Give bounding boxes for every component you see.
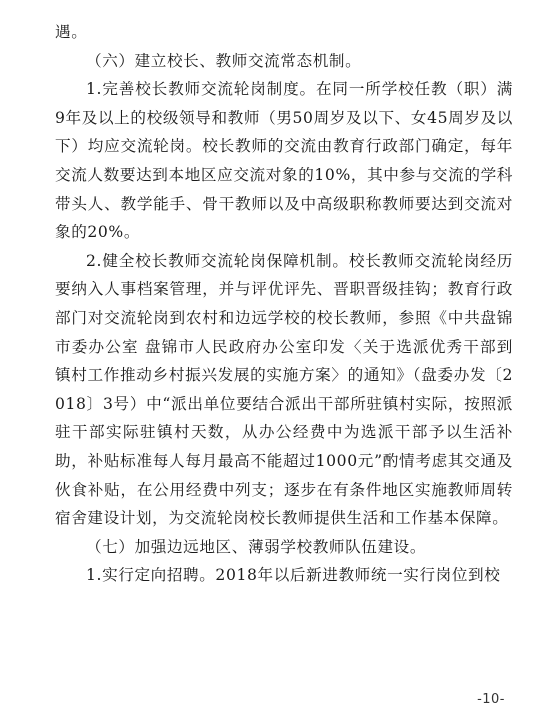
paragraph-6-2: 2.健全校长教师交流轮岗保障机制。校长教师交流轮岗经历要纳入人事档案管理，并与评优评先、晋职晋级挂钩；教育行政部门对交流轮岗到农村和边远学校的校长教师，参照《中共盘锦市委办公室 盘锦市人民政府办公室印发〈关于选派优秀干部到镇村工作推动乡村振兴发展的实施方案〉的通知》（盘委办发〔2018〕3号）中“派出单位要结合派出干部所驻镇村实际，按照派驻干部实际驻镇村天数，从办公经费中为选派干部予以生活补助，补贴标准每人每月最高不能超过1000元”酌情考虑其交通及伙食补贴，在公用经费中列支；逐步在有条件地区实施教师周转宿舍建设计划，为交流轮岗校长教师提供生活和工作基本保障。 xyxy=(55,251,513,528)
page-number: -10- xyxy=(477,692,505,707)
continuation-text: 遇。 xyxy=(55,23,88,41)
section-6-heading: （六）建立校长、教师交流常态机制。 xyxy=(86,51,362,70)
paragraph-7-1: 1.实行定向招聘。2018年以后新进教师统一实行岗位到校 xyxy=(86,566,501,585)
paragraph-6-1: 1.完善校长教师交流轮岗制度。在同一所学校任教（职）满9年及以上的校级领导和教师（男50周岁及以下、女45周岁及以下）均应交流轮岗。校长教师的交流由教育行政部门确定，每年交流人数要达到本地区应交流对象的10%，其中参与交流的学科带头人、教学能手、骨干教师以及中高级职称教师要达到交流对象的20%。 xyxy=(55,80,513,242)
document-body xyxy=(55,18,513,590)
section-7-heading: （七）加强边远地区、薄弱学校教师队伍建设。 xyxy=(86,537,427,556)
